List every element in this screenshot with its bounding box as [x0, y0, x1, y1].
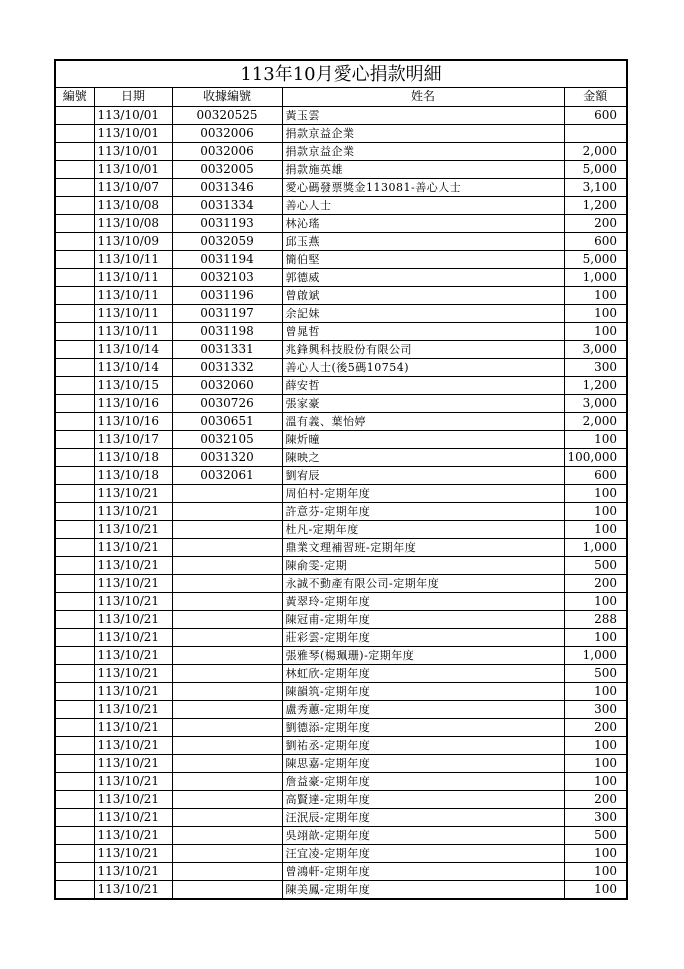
amount-cell: 100 — [564, 682, 626, 700]
amount-cell: 5,000 — [564, 160, 626, 178]
name-cell: 永誠不動產有限公司-定期年度 — [282, 574, 564, 592]
receipt-cell: 0031198 — [172, 322, 282, 340]
amount-cell: 100 — [564, 772, 626, 790]
table-row — [56, 682, 626, 700]
name-cell: 劉祐丞-定期年度 — [282, 736, 564, 754]
date-cell: 113/10/21 — [94, 682, 172, 700]
amount-cell: 100 — [564, 628, 626, 646]
amount-cell: 100 — [564, 754, 626, 772]
table-row — [56, 304, 626, 322]
receipt-cell: 0031320 — [172, 448, 282, 466]
no-cell — [56, 142, 94, 160]
receipt-cell: 0031331 — [172, 340, 282, 358]
name-cell: 愛心碼發票獎金113081-善心人士 — [282, 178, 564, 196]
receipt-cell — [172, 754, 282, 772]
receipt-cell — [172, 574, 282, 592]
date-cell: 113/10/21 — [94, 502, 172, 520]
no-cell — [56, 664, 94, 682]
no-cell — [56, 826, 94, 844]
table-row — [56, 160, 626, 178]
no-cell — [56, 430, 94, 448]
receipt-cell — [172, 502, 282, 520]
name-cell: 陳俞雯-定期 — [282, 556, 564, 574]
date-cell: 113/10/18 — [94, 466, 172, 484]
amount-cell: 200 — [564, 574, 626, 592]
amount-cell: 100 — [564, 430, 626, 448]
amount-cell: 600 — [564, 106, 626, 124]
no-cell — [56, 466, 94, 484]
receipt-cell — [172, 844, 282, 862]
receipt-cell — [172, 664, 282, 682]
amount-cell: 300 — [564, 358, 626, 376]
no-cell — [56, 214, 94, 232]
date-cell: 113/10/15 — [94, 376, 172, 394]
date-cell: 113/10/21 — [94, 844, 172, 862]
amount-cell: 100 — [564, 502, 626, 520]
amount-cell: 500 — [564, 664, 626, 682]
amount-cell: 2,000 — [564, 142, 626, 160]
table-row — [56, 196, 626, 214]
date-cell: 113/10/21 — [94, 646, 172, 664]
receipt-cell — [172, 880, 282, 898]
date-cell: 113/10/21 — [94, 700, 172, 718]
no-cell — [56, 232, 94, 250]
date-cell: 113/10/21 — [94, 880, 172, 898]
table-row — [56, 484, 626, 502]
date-cell: 113/10/21 — [94, 772, 172, 790]
name-cell: 鼎業文理補習班-定期年度 — [282, 538, 564, 556]
table-row — [56, 448, 626, 466]
receipt-cell: 0031334 — [172, 196, 282, 214]
name-cell: 張雅琴(楊珮珊)-定期年度 — [282, 646, 564, 664]
date-cell: 113/10/18 — [94, 448, 172, 466]
amount-cell: 100,000 — [564, 448, 626, 466]
date-cell: 113/10/11 — [94, 250, 172, 268]
table-row — [56, 412, 626, 430]
name-cell: 劉宥辰 — [282, 466, 564, 484]
table-row — [56, 736, 626, 754]
receipt-cell: 0032060 — [172, 376, 282, 394]
no-cell — [56, 124, 94, 142]
receipt-cell: 0031193 — [172, 214, 282, 232]
amount-cell: 3,100 — [564, 178, 626, 196]
table-row — [56, 268, 626, 286]
amount-cell: 500 — [564, 826, 626, 844]
date-cell: 113/10/21 — [94, 826, 172, 844]
date-cell: 113/10/08 — [94, 214, 172, 232]
table-row — [56, 592, 626, 610]
receipt-cell — [172, 790, 282, 808]
name-cell: 吳翊歆-定期年度 — [282, 826, 564, 844]
table-body — [56, 106, 626, 898]
date-cell: 113/10/21 — [94, 484, 172, 502]
no-cell — [56, 646, 94, 664]
table-row — [56, 610, 626, 628]
amount-cell: 1,000 — [564, 268, 626, 286]
no-cell — [56, 448, 94, 466]
amount-cell: 100 — [564, 286, 626, 304]
name-cell: 詹益豪-定期年度 — [282, 772, 564, 790]
sheet-title: 113年10月愛心捐款明細 — [56, 61, 626, 88]
amount-cell: 600 — [564, 232, 626, 250]
receipt-cell: 0030726 — [172, 394, 282, 412]
receipt-cell: 0031197 — [172, 304, 282, 322]
no-cell — [56, 736, 94, 754]
date-cell: 113/10/21 — [94, 664, 172, 682]
receipt-cell — [172, 718, 282, 736]
name-cell: 林虹欣-定期年度 — [282, 664, 564, 682]
table-row — [56, 862, 626, 880]
table-row — [56, 430, 626, 448]
table-row — [56, 754, 626, 772]
date-cell: 113/10/01 — [94, 142, 172, 160]
table-row — [56, 664, 626, 682]
date-cell: 113/10/07 — [94, 178, 172, 196]
name-cell: 高賢達-定期年度 — [282, 790, 564, 808]
receipt-cell — [172, 826, 282, 844]
donation-table — [56, 88, 626, 898]
no-cell — [56, 304, 94, 322]
no-cell — [56, 682, 94, 700]
receipt-cell: 0032005 — [172, 160, 282, 178]
no-cell — [56, 880, 94, 898]
amount-cell: 100 — [564, 484, 626, 502]
table-row — [56, 538, 626, 556]
receipt-cell — [172, 538, 282, 556]
table-row — [56, 214, 626, 232]
date-cell: 113/10/09 — [94, 232, 172, 250]
date-cell: 113/10/21 — [94, 628, 172, 646]
amount-cell: 300 — [564, 700, 626, 718]
name-cell: 善心人士(後5碼10754) — [282, 358, 564, 376]
amount-cell — [564, 124, 626, 142]
amount-cell: 100 — [564, 520, 626, 538]
header-name: 姓名 — [282, 88, 564, 106]
table-row — [56, 178, 626, 196]
no-cell — [56, 412, 94, 430]
date-cell: 113/10/11 — [94, 268, 172, 286]
amount-cell: 500 — [564, 556, 626, 574]
receipt-cell — [172, 736, 282, 754]
no-cell — [56, 268, 94, 286]
table-row — [56, 340, 626, 358]
date-cell: 113/10/14 — [94, 340, 172, 358]
name-cell: 曾鴻軒-定期年度 — [282, 862, 564, 880]
table-row — [56, 646, 626, 664]
name-cell: 陳韻筑-定期年度 — [282, 682, 564, 700]
table-row — [56, 628, 626, 646]
table-row — [56, 574, 626, 592]
table-row — [56, 502, 626, 520]
no-cell — [56, 502, 94, 520]
table-row — [56, 358, 626, 376]
date-cell: 113/10/21 — [94, 718, 172, 736]
name-cell: 張家豪 — [282, 394, 564, 412]
date-cell: 113/10/21 — [94, 520, 172, 538]
table-row — [56, 700, 626, 718]
no-cell — [56, 844, 94, 862]
date-cell: 113/10/01 — [94, 124, 172, 142]
amount-cell: 2,000 — [564, 412, 626, 430]
date-cell: 113/10/21 — [94, 538, 172, 556]
table-row — [56, 250, 626, 268]
table-row — [56, 718, 626, 736]
date-cell: 113/10/01 — [94, 160, 172, 178]
no-cell — [56, 808, 94, 826]
receipt-cell: 0032006 — [172, 124, 282, 142]
receipt-cell: 0032103 — [172, 268, 282, 286]
date-cell: 113/10/16 — [94, 412, 172, 430]
amount-cell: 100 — [564, 880, 626, 898]
amount-cell: 200 — [564, 790, 626, 808]
date-cell: 113/10/21 — [94, 862, 172, 880]
table-row — [56, 106, 626, 124]
name-cell: 林沁瑤 — [282, 214, 564, 232]
table-row — [56, 790, 626, 808]
amount-cell: 100 — [564, 304, 626, 322]
amount-cell: 5,000 — [564, 250, 626, 268]
date-cell: 113/10/21 — [94, 808, 172, 826]
no-cell — [56, 106, 94, 124]
table-row — [56, 232, 626, 250]
receipt-cell — [172, 556, 282, 574]
receipt-cell: 0032061 — [172, 466, 282, 484]
header-row — [56, 88, 626, 106]
receipt-cell — [172, 610, 282, 628]
receipt-cell: 0032006 — [172, 142, 282, 160]
name-cell: 盧秀蕙-定期年度 — [282, 700, 564, 718]
amount-cell: 1,200 — [564, 196, 626, 214]
header-date: 日期 — [94, 88, 172, 106]
name-cell: 薛安哲 — [282, 376, 564, 394]
table-row — [56, 772, 626, 790]
table-row — [56, 376, 626, 394]
date-cell: 113/10/21 — [94, 754, 172, 772]
date-cell: 113/10/21 — [94, 556, 172, 574]
name-cell: 黃翠玲-定期年度 — [282, 592, 564, 610]
table-row — [56, 844, 626, 862]
receipt-cell: 00320525 — [172, 106, 282, 124]
no-cell — [56, 718, 94, 736]
date-cell: 113/10/11 — [94, 304, 172, 322]
no-cell — [56, 610, 94, 628]
no-cell — [56, 358, 94, 376]
no-cell — [56, 394, 94, 412]
name-cell: 捐款京益企業 — [282, 142, 564, 160]
date-cell: 113/10/21 — [94, 592, 172, 610]
name-cell: 曾啟斌 — [282, 286, 564, 304]
no-cell — [56, 772, 94, 790]
receipt-cell — [172, 628, 282, 646]
receipt-cell — [172, 772, 282, 790]
name-cell: 汪宜凌-定期年度 — [282, 844, 564, 862]
table-row — [56, 520, 626, 538]
no-cell — [56, 286, 94, 304]
no-cell — [56, 340, 94, 358]
receipt-cell: 0031346 — [172, 178, 282, 196]
receipt-cell — [172, 808, 282, 826]
date-cell: 113/10/11 — [94, 322, 172, 340]
table-row — [56, 124, 626, 142]
date-cell: 113/10/16 — [94, 394, 172, 412]
receipt-cell: 0032059 — [172, 232, 282, 250]
name-cell: 陳思嘉-定期年度 — [282, 754, 564, 772]
header-no: 編號 — [62, 89, 87, 104]
name-cell: 周伯村-定期年度 — [282, 484, 564, 502]
amount-cell: 100 — [564, 592, 626, 610]
date-cell: 113/10/17 — [94, 430, 172, 448]
name-cell: 劉德添-定期年度 — [282, 718, 564, 736]
no-cell — [56, 700, 94, 718]
name-cell: 善心人士 — [282, 196, 564, 214]
name-cell: 捐款京益企業 — [282, 124, 564, 142]
amount-cell: 300 — [564, 808, 626, 826]
name-cell: 杜凡-定期年度 — [282, 520, 564, 538]
amount-cell: 100 — [564, 862, 626, 880]
amount-cell: 3,000 — [564, 394, 626, 412]
donation-sheet — [54, 59, 628, 900]
amount-cell: 200 — [564, 718, 626, 736]
name-cell: 黃玉雲 — [282, 106, 564, 124]
no-cell — [56, 556, 94, 574]
receipt-cell — [172, 484, 282, 502]
name-cell: 簡伯堅 — [282, 250, 564, 268]
header-receipt: 收據編號 — [172, 88, 282, 106]
name-cell: 余記妹 — [282, 304, 564, 322]
table-row — [56, 394, 626, 412]
amount-cell: 100 — [564, 322, 626, 340]
date-cell: 113/10/21 — [94, 574, 172, 592]
no-cell — [56, 322, 94, 340]
receipt-cell — [172, 646, 282, 664]
date-cell: 113/10/08 — [94, 196, 172, 214]
no-cell — [56, 376, 94, 394]
no-cell — [56, 538, 94, 556]
table-row — [56, 880, 626, 898]
no-cell — [56, 160, 94, 178]
receipt-cell — [172, 862, 282, 880]
receipt-cell: 0032105 — [172, 430, 282, 448]
date-cell: 113/10/14 — [94, 358, 172, 376]
name-cell: 陳美鳳-定期年度 — [282, 880, 564, 898]
name-cell: 曾晁哲 — [282, 322, 564, 340]
no-cell — [56, 520, 94, 538]
header-amount: 金額 — [564, 88, 626, 106]
name-cell: 郭德威 — [282, 268, 564, 286]
name-cell: 陳炘曈 — [282, 430, 564, 448]
date-cell: 113/10/21 — [94, 736, 172, 754]
name-cell: 邱玉燕 — [282, 232, 564, 250]
amount-cell: 1,200 — [564, 376, 626, 394]
no-cell — [56, 754, 94, 772]
receipt-cell — [172, 520, 282, 538]
amount-cell: 1,000 — [564, 646, 626, 664]
amount-cell: 200 — [564, 214, 626, 232]
receipt-cell — [172, 700, 282, 718]
no-cell — [56, 790, 94, 808]
table-row — [56, 286, 626, 304]
receipt-cell — [172, 592, 282, 610]
no-cell — [56, 178, 94, 196]
table-row — [56, 322, 626, 340]
name-cell: 兆鋒興科技股份有限公司 — [282, 340, 564, 358]
amount-cell: 100 — [564, 844, 626, 862]
amount-cell: 1,000 — [564, 538, 626, 556]
no-cell — [56, 196, 94, 214]
date-cell: 113/10/11 — [94, 286, 172, 304]
no-cell — [56, 250, 94, 268]
receipt-cell: 0031194 — [172, 250, 282, 268]
no-cell — [56, 862, 94, 880]
receipt-cell — [172, 682, 282, 700]
name-cell: 許意芬-定期年度 — [282, 502, 564, 520]
name-cell: 陳冠甫-定期年度 — [282, 610, 564, 628]
no-cell — [56, 574, 94, 592]
receipt-cell: 0031332 — [172, 358, 282, 376]
name-cell: 溫有義、葉怡婷 — [282, 412, 564, 430]
name-cell: 陳映之 — [282, 448, 564, 466]
amount-cell: 100 — [564, 736, 626, 754]
amount-cell: 3,000 — [564, 340, 626, 358]
receipt-cell: 0030651 — [172, 412, 282, 430]
name-cell: 莊彩雲-定期年度 — [282, 628, 564, 646]
no-cell — [56, 592, 94, 610]
table-row — [56, 826, 626, 844]
amount-cell: 288 — [564, 610, 626, 628]
receipt-cell: 0031196 — [172, 286, 282, 304]
table-row — [56, 808, 626, 826]
table-row — [56, 466, 626, 484]
table-row — [56, 556, 626, 574]
name-cell: 汪泯辰-定期年度 — [282, 808, 564, 826]
date-cell: 113/10/01 — [94, 106, 172, 124]
no-cell — [56, 628, 94, 646]
date-cell: 113/10/21 — [94, 790, 172, 808]
amount-cell: 600 — [564, 466, 626, 484]
date-cell: 113/10/21 — [94, 610, 172, 628]
no-cell — [56, 484, 94, 502]
table-row — [56, 142, 626, 160]
name-cell: 捐款施英雄 — [282, 160, 564, 178]
